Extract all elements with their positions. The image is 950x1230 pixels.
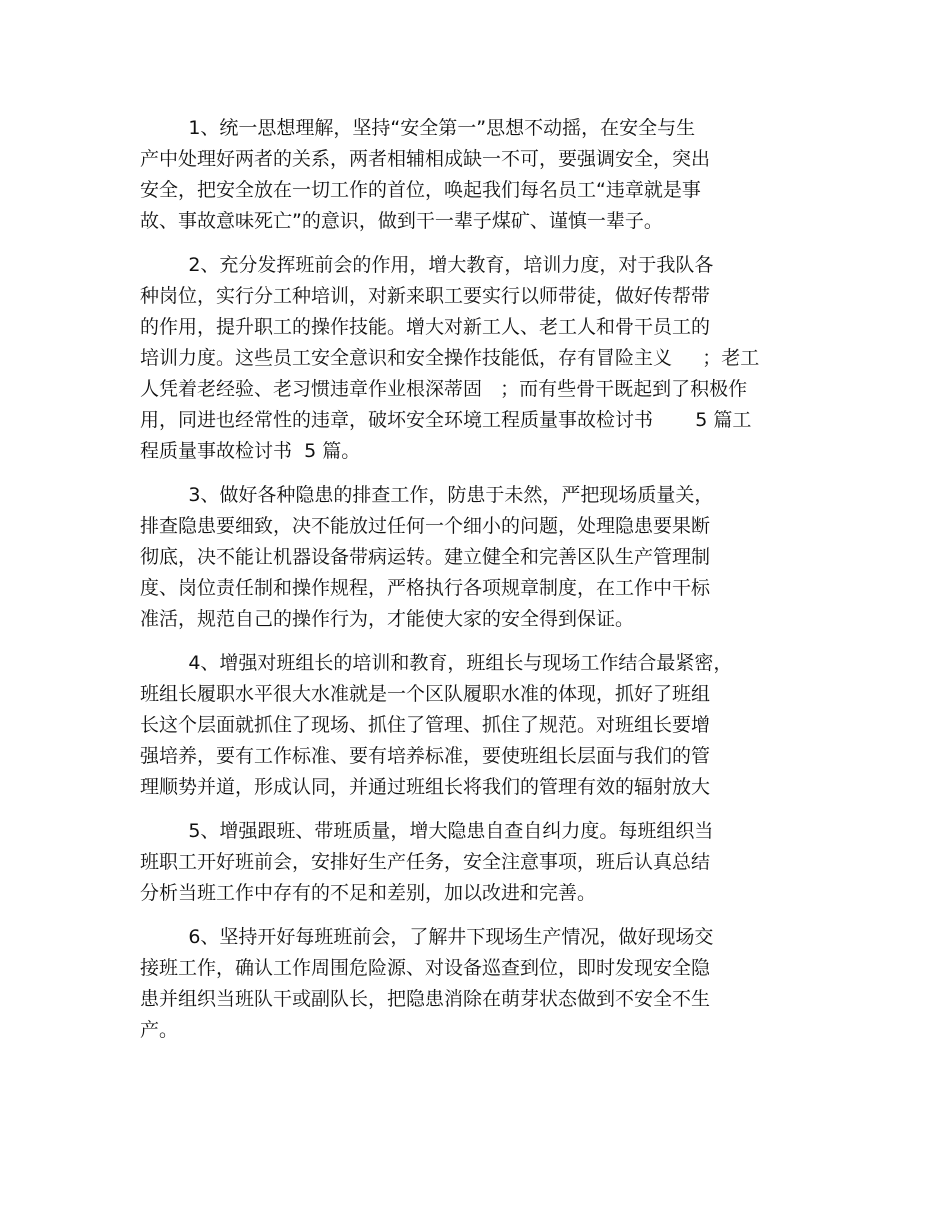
text-line: 产。 [140,1019,179,1041]
text-line: 理顺势并道，形成认同，并通过班组长将我们的管理有效的辐射放大 [140,776,711,798]
text-line: 彻底，决不能让机器设备带病运转。建立健全和完善区队生产管理制 [140,546,711,568]
text-line: 接班工作，确认工作周围危险源、对设备巡查到位，即时发现安全隐 [140,957,711,979]
document-body [140,113,820,1059]
paragraph-3 [140,480,820,635]
text-line: 3、做好各种隐患的排查工作，防患于未然，严把现场质量关， [140,484,714,506]
text-line: 长这个层面就抓住了现场、抓住了管理、抓住了规范。对班组长要增 [140,714,711,736]
text-line: 5、增强跟班、带班质量，增大隐患自查自纠力度。每班组织当 [140,820,714,842]
paragraph-5 [140,816,820,909]
paragraph-4 [140,648,820,803]
text-line: 6、坚持开好每班班前会，了解井下现场生产情况，做好现场交 [140,926,714,948]
text-line: 准活，规范自己的操作行为，才能使大家的安全得到保证。 [140,608,635,630]
text-line: 程质量事故检讨书 5 篇。 [140,440,361,462]
text-line: 1、统一思想理解，坚持“安全第一”思想不动摇，在安全与生 [140,117,696,139]
paragraph-6 [140,922,820,1046]
text-line: 强培养，要有工作标准、要有培养标准，要使班组长层面与我们的管 [140,745,711,767]
text-line: 患并组织当班队干或副队长，把隐患消除在萌芽状态做到不安全不生 [140,988,711,1010]
text-line: 2、充分发挥班前会的作用，增大教育，培训力度，对于我队各 [140,254,714,276]
text-line: 班组长履职水平很大水准就是一个区队履职水准的体现，抓好了班组 [140,683,711,705]
paragraph-1 [140,113,820,237]
text-line: 4、增强对班组长的培训和教育，班组长与现场工作结合最紧密， [140,652,733,674]
text-line: 用，同进也经常性的违章，破坏安全环境工程质量事故检讨书 5 篇工 [140,409,752,431]
text-line: 排查隐患要细致，决不能放过任何一个细小的问题，处理隐患要果断 [140,515,711,537]
text-line: 的作用，提升职工的操作技能。增大对新工人、老工人和骨干员工的 [140,316,711,338]
text-line: 安全，把安全放在一切工作的首位，唤起我们每名员工“违章就是事 [140,179,701,201]
text-line: 度、岗位责任制和操作规程，严格执行各项规章制度，在工作中干标 [140,577,711,599]
paragraph-2 [140,250,820,467]
text-line: 故、事故意味死亡”的意识，做到干一辈子煤矿、谨慎一辈子。 [140,210,663,232]
text-line: 种岗位，实行分工种培训，对新来职工要实行以师带徒，做好传帮带 [140,285,711,307]
text-line: 班职工开好班前会，安排好生产任务，安全注意事项，班后认真总结 [140,851,711,873]
text-line: 产中处理好两者的关系，两者相辅相成缺一不可，要强调安全，突出 [140,148,711,170]
text-line: 人凭着老经验、老习惯违章作业根深蒂固 ；而有些骨干既起到了积极作 [140,378,748,400]
text-line: 培训力度。这些员工安全意识和安全操作技能低，存有冒险主义 ；老工 [140,347,760,369]
text-line: 分析当班工作中存有的不足和差别，加以改进和完善。 [140,882,597,904]
